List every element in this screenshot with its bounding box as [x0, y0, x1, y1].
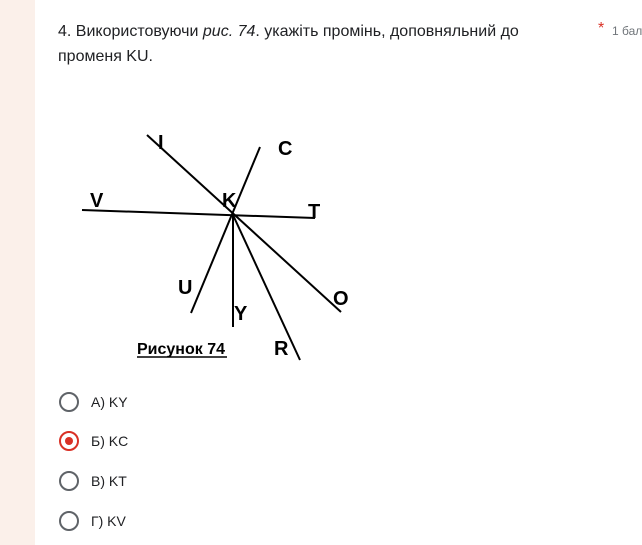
option-a-label: А) KY	[91, 394, 128, 410]
figure-74	[82, 125, 402, 370]
question-text-after: . укажіть промінь, доповняльний до променя KU.	[58, 23, 519, 65]
option-b[interactable]	[59, 429, 128, 453]
label-c: C	[278, 138, 293, 160]
line-i-o	[147, 135, 341, 312]
radio-option-b[interactable]	[59, 431, 79, 451]
radio-option-a[interactable]	[59, 392, 79, 412]
required-asterisk: *	[598, 20, 605, 37]
points-label: 1 бал	[612, 24, 642, 38]
option-b-label: Б) KC	[91, 433, 129, 449]
label-t: T	[308, 201, 321, 223]
option-c-label: В) KT	[91, 473, 127, 489]
question-figure-ref: рис. 74	[202, 23, 256, 40]
question-card	[35, 0, 642, 545]
radio-option-d[interactable]	[59, 511, 79, 531]
label-y: Y	[234, 303, 248, 325]
option-d-label: Г) KV	[91, 513, 126, 529]
question-number: 4.	[58, 23, 72, 40]
ray-kr	[233, 215, 300, 360]
option-d[interactable]	[59, 509, 126, 533]
option-a[interactable]	[59, 390, 128, 414]
option-c[interactable]	[59, 469, 127, 493]
label-i: I	[158, 132, 164, 154]
label-k: K	[222, 190, 237, 212]
line-v-t	[82, 210, 315, 218]
label-v: V	[90, 190, 104, 212]
left-background-strip	[0, 0, 35, 545]
rays-diagram	[82, 125, 402, 370]
label-o: O	[333, 288, 349, 310]
figure-caption: Рисунок 74	[137, 341, 225, 358]
label-r: R	[274, 338, 289, 360]
label-u: U	[178, 277, 193, 299]
radio-option-c[interactable]	[59, 471, 79, 491]
question-text	[58, 19, 578, 69]
question-text-before: Використовуючи	[75, 23, 199, 40]
